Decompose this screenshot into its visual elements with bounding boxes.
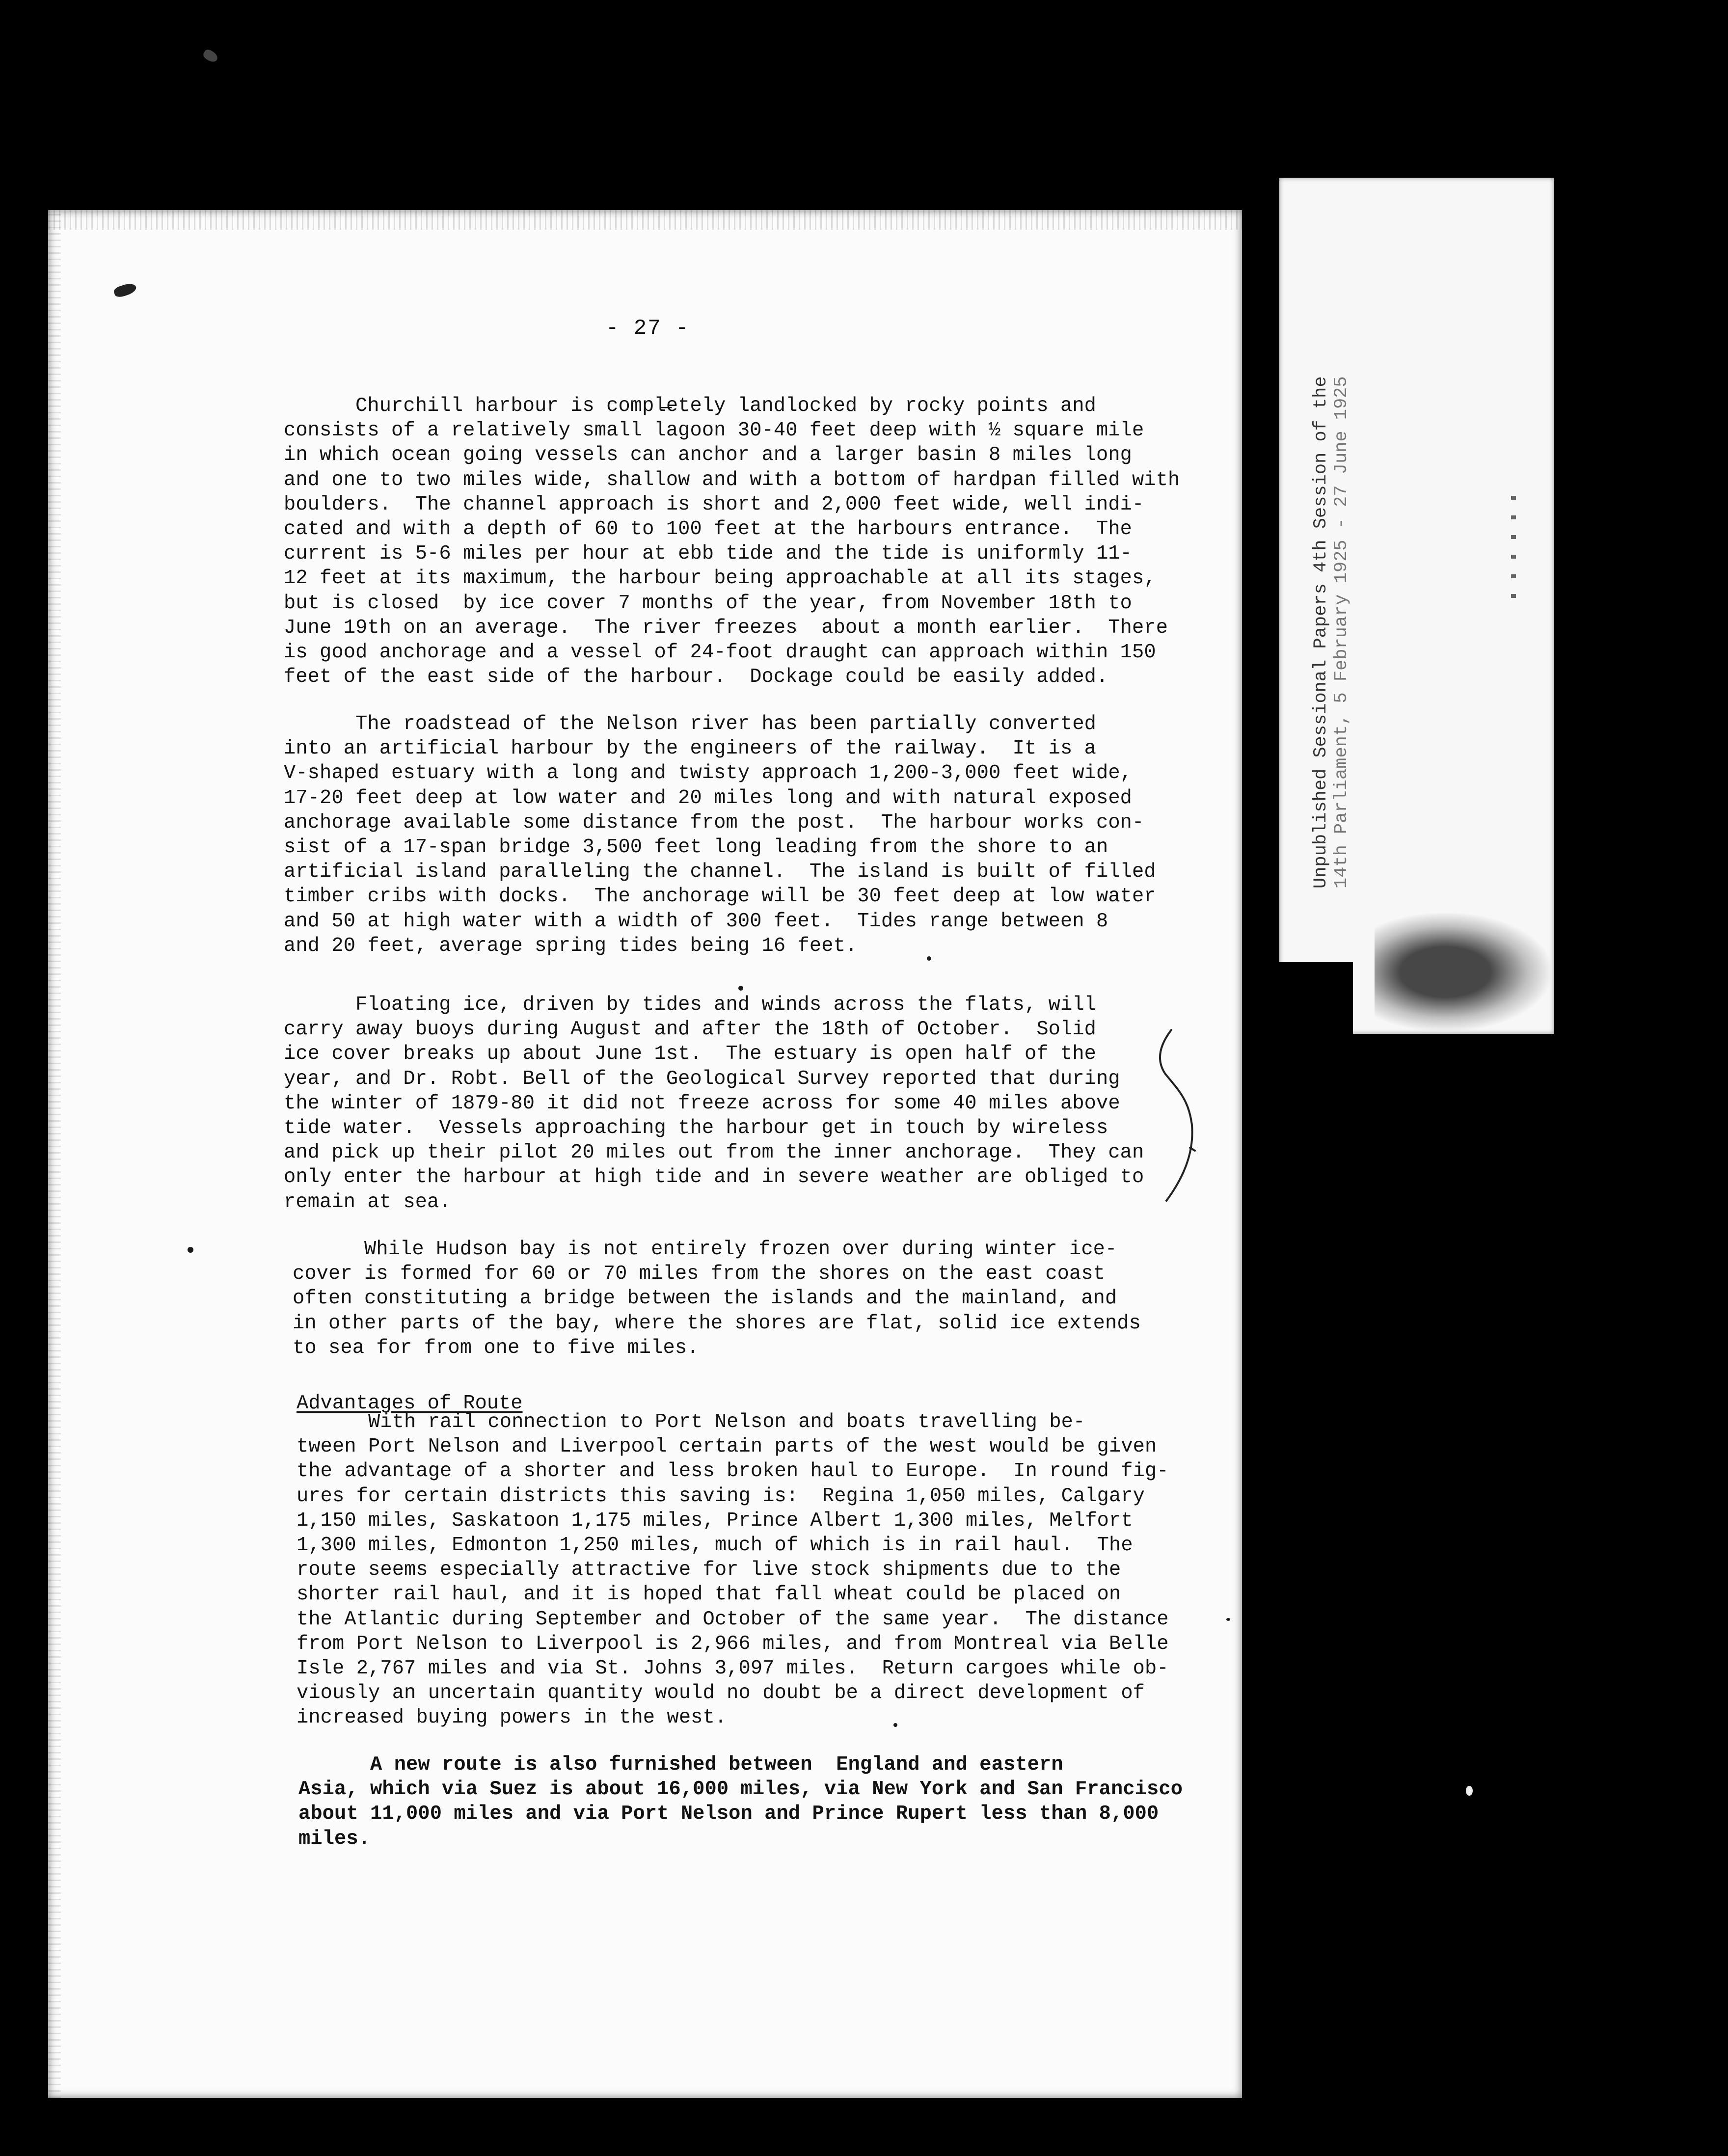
paragraph-hudson-bay: While Hudson bay is not entirely frozen over during winter ice- cover is formed for 60 or 70 miles from the shores on the east coast often constituting a bridge between the islands and the mainland, and in other parts of the bay, where the shores are flat, solid ice extends to sea for from one to five miles. — [293, 1238, 1141, 1359]
handwritten-brace-mark — [1157, 1027, 1196, 1204]
paragraph-nelson-roadstead: The roadstead of the Nelson river has been partially converted into an artificial harbour by the engineers of the railway. It is a V-shaped estuary with a long and twisty approach 1,200-3,000 feet wide, 17-20 feet deep at low water and 20 miles long and with natural exposed anchorage available some distance from the post. The harbour works con- sist of a 17-span bridge 3,500 feet long leading from the shore to an artificial island paralleling the channel. The island is built of filled timber cribs with docks. The anchorage will be 30 feet deep at low water and 50 at high water with a width of 300 feet. Tides range between 8 and 20 feet, average spring tides being 16 feet. — [284, 713, 1156, 957]
stray-dot-mark — [1226, 1618, 1230, 1621]
slip-stain — [1375, 913, 1551, 1031]
paragraph-churchill-harbour: Churchill harbour is compl̶etely landlocked by rocky points and consists of a relatively small lagoon 30-40 feet deep with ½ square mile in which ocean going vessels can anchor and a larger basin 8 miles long and one to two miles wide, shallow and with a bottom of hardpan filled with boulders. The channel approach is short and 2,000 feet wide, well indi- cated and with a depth of 60 to 100 feet at the harbours entrance. The current is 5-6 miles per hour at ebb tide and the tide is uniformly 11- 12 feet at its maximum, the harbour being approachable at all its stages, but is closed by ice cover 7 months of the year, from November 18th to June 19th on an average. The river freezes about a month earlier. There is good anchorage and a vessel of 24-foot draught can approach within 150 feet of the east side of the harbour. Dockage could be easily added. — [284, 395, 1180, 689]
stray-dot-mark — [927, 956, 931, 961]
slip-notch — [1279, 962, 1353, 1041]
archival-label-text — [1311, 270, 1352, 889]
page-number: - 27 - — [606, 316, 690, 341]
paragraph-floating-ice: Floating ice, driven by tides and winds across the flats, will carry away buoys during August and after the 18th of October. Solid ice cover breaks up about June 1st. The estuary is open half of the year, and Dr. Robt. Bell of the Geological Survey reported that during the winter of 1879-80 it did not freeze across for some 40 miles above tide water. Vessels approaching the harbour get in touch by wireless and pick up their pilot 20 miles out from the inner anchorage. They can only enter the harbour at high tide and in severe weather are obliged to remain at sea. — [284, 994, 1144, 1213]
archival-label-line-2: 14th Parliament, 5 February 1925 - 27 June 1925 — [1331, 376, 1352, 889]
stray-dot-mark — [738, 986, 743, 991]
page-edge-texture — [48, 210, 1242, 230]
stray-dot-mark — [1466, 1786, 1473, 1796]
archival-label-line-1: Unpublished Sessional Papers 4th Session of the — [1311, 376, 1331, 889]
page-edge-texture-left — [48, 210, 61, 2098]
section-heading: Advantages of Route — [297, 1392, 523, 1415]
slip-tick-marks — [1511, 496, 1516, 604]
stray-dot-mark — [893, 1723, 897, 1727]
paragraph-new-route-asia: A new route is also furnished between England and eastern Asia, which via Suez is about 16,000 miles, via New York and San Francisco about 11,000 miles and via Port Nelson and Prince Rupert less than 8,000 miles. — [298, 1753, 1183, 1850]
stray-dot-mark — [188, 1247, 193, 1253]
paragraph-rail-connection: With rail connection to Port Nelson and boats travelling be- tween Port Nelson and Liverpool certain parts of the west would be given the advantage of a shorter and less broken haul to Europe. In round fig- ures for certain districts this saving is: Regina 1,050 miles, Calgary 1,150 miles, Saskatoon 1,175 miles, Prince Albert 1,300 miles, Melfort 1,300 miles, Edmonton 1,250 miles, much of which is in rail haul. The route seems especially attractive for live stock shipments due to the shorter rail haul, and it is hoped that fall wheat could be placed on the Atlantic during September and October of the same year. The distance from Port Nelson to Liverpool is 2,966 miles, and from Montreal via Belle Isle 2,767 miles and via St. Johns 3,097 miles. Return cargoes while ob- viously an uncertain quantity would no doubt be a direct development of increased buying powers in the west. — [297, 1411, 1169, 1729]
